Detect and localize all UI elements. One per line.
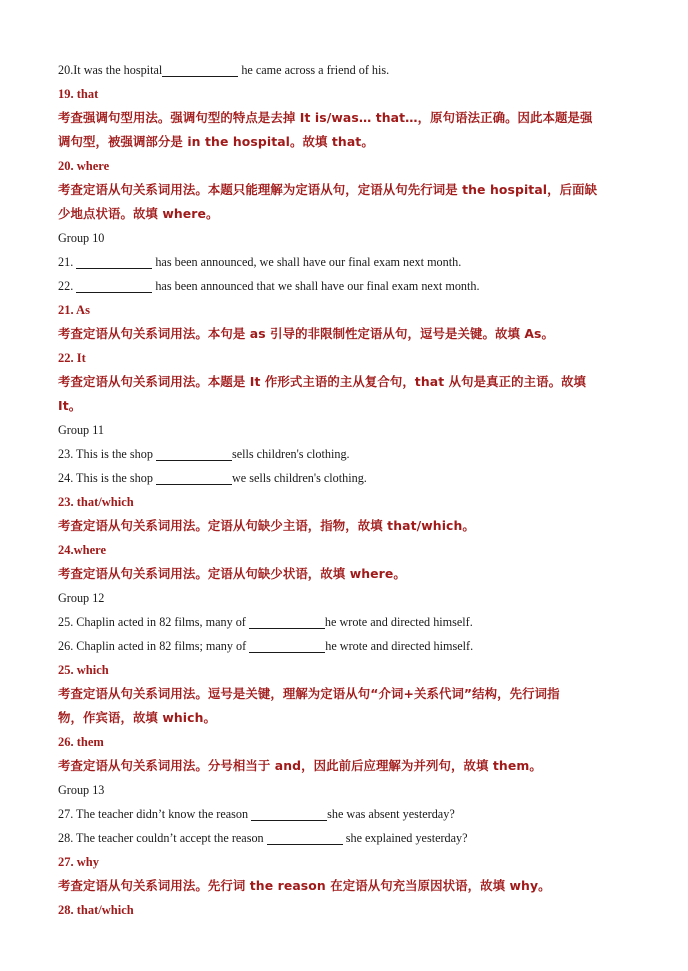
answer-23: 23. that/which <box>58 495 134 509</box>
group-13-heading: Group 13 <box>58 783 105 797</box>
question-24: 24. This is the shop we sells children's clothing. <box>58 471 367 485</box>
explanation-25-line2: 物，作宾语，故填 which。 <box>58 710 217 725</box>
answer-27: 27. why <box>58 855 99 869</box>
answer-25: 25. which <box>58 663 109 677</box>
explanation-19-line1: 考查强调句型用法。强调句型的特点是去掉 It is/was… that…，原句语法正确。因此本题是强 <box>58 110 593 125</box>
question-22: 22. has been announced that we shall have our final exam next month. <box>58 279 480 293</box>
explanation-21: 考查定语从句关系词用法。本句是 as 引导的非限制性定语从句，逗号是关键。故填 As。 <box>58 326 555 341</box>
answer-20: 20. where <box>58 159 110 173</box>
answer-26: 26. them <box>58 735 104 749</box>
answer-blank <box>249 638 325 653</box>
explanation-19-line2: 调句型，被强调部分是 in the hospital。故填 that。 <box>58 134 374 149</box>
question-20: 20.It was the hospital he came across a friend of his. <box>58 63 390 77</box>
explanation-24: 考查定语从句关系词用法。定语从句缺少状语，故填 where。 <box>58 566 406 581</box>
answer-19: 19. that <box>58 87 99 101</box>
answer-21: 21. As <box>58 303 90 317</box>
answer-blank <box>162 62 238 77</box>
explanation-22-line1: 考查定语从句关系词用法。本题是 It 作形式主语的主从复合句，that 从句是真正的主语。故填 <box>58 374 587 389</box>
answer-blank <box>76 278 152 293</box>
answer-blank <box>156 446 232 461</box>
question-27: 27. The teacher didn’t know the reason she was absent yesterday? <box>58 807 455 821</box>
answer-blank <box>249 614 325 629</box>
question-23: 23. This is the shop sells children's clothing. <box>58 447 350 461</box>
answer-28: 28. that/which <box>58 903 134 917</box>
answer-blank <box>76 254 152 269</box>
answer-blank <box>251 806 327 821</box>
question-25: 25. Chaplin acted in 82 films, many of he wrote and directed himself. <box>58 615 473 629</box>
group-11-heading: Group 11 <box>58 423 104 437</box>
group-10-heading: Group 10 <box>58 231 105 245</box>
answer-22: 22. It <box>58 351 86 365</box>
question-28: 28. The teacher couldn’t accept the reason she explained yesterday? <box>58 831 468 845</box>
question-21: 21. has been announced, we shall have our final exam next month. <box>58 255 462 269</box>
answer-blank <box>267 830 343 845</box>
answer-24: 24.where <box>58 543 107 557</box>
group-12-heading: Group 12 <box>58 591 105 605</box>
explanation-20-line2: 少地点状语。故填 where。 <box>58 206 219 221</box>
explanation-20-line1: 考查定语从句关系词用法。本题只能理解为定语从句，定语从句先行词是 the hospital，后面缺 <box>58 182 598 197</box>
explanation-23: 考查定语从句关系词用法。定语从句缺少主语，指物，故填 that/which。 <box>58 518 475 533</box>
explanation-26: 考查定语从句关系词用法。分号相当于 and，因此前后应理解为并列句，故填 them。 <box>58 758 542 773</box>
document-page <box>58 58 638 922</box>
explanation-22-line2: It。 <box>58 398 82 413</box>
explanation-25-line1: 考查定语从句关系词用法。逗号是关键，理解为定语从句“介词+关系代词”结构，先行词指 <box>58 686 560 701</box>
answer-blank <box>156 470 232 485</box>
question-26: 26. Chaplin acted in 82 films; many of he wrote and directed himself. <box>58 639 474 653</box>
explanation-27: 考查定语从句关系词用法。先行词 the reason 在定语从句充当原因状语，故填 why。 <box>58 878 551 893</box>
